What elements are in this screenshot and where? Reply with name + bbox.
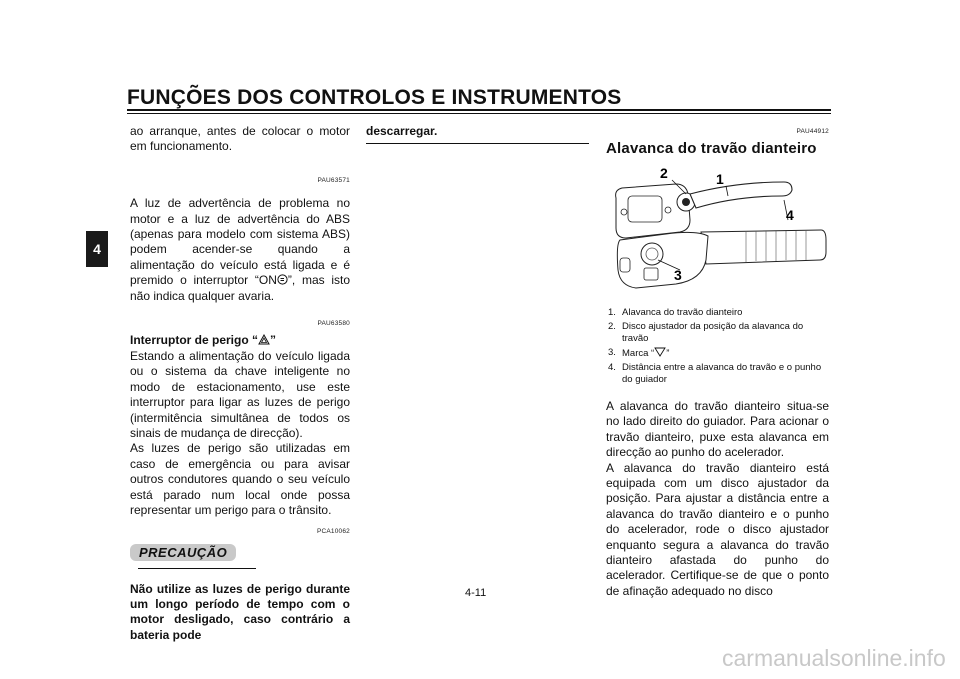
legend-item: 1. Alavanca do travão dianteiro <box>608 307 743 318</box>
ref-code: PAU63571 <box>317 176 350 184</box>
caution-rule <box>138 568 256 569</box>
brake-lever-figure <box>606 160 829 295</box>
caution-header <box>130 544 350 577</box>
caution-end-rule <box>366 143 589 144</box>
header-rule-thin <box>127 113 831 114</box>
col3-para2: A alavanca do travão dianteiro está equipada com um disco ajustador da posição. Para ajustar a distância entre a alavanca do travão dianteiro e o punho do acelerador, rode o disco ajustador enquanto segura a alavanca do travão dianteiro afastada do punho do acelerador. Certifique-se de que o ponto de afinação adequado no disco <box>606 460 829 598</box>
triangle-mark-icon <box>654 347 666 357</box>
ref-code: PAU63580 <box>317 320 350 328</box>
start-stop-icon <box>277 274 288 285</box>
watermark: carmanualsonline.info <box>722 645 946 671</box>
col1-para1: ao arranque, antes de colocar o motor em funcionamento. <box>130 124 350 154</box>
column-2 <box>366 124 589 144</box>
figure-label-3: 3 <box>674 267 682 283</box>
figure-label-4: 4 <box>786 207 794 223</box>
chapter-tab: 4 <box>86 231 108 267</box>
column-1 <box>130 124 350 643</box>
legend-item: 4. Distância entre a alavanca do travão e o punho do guiador <box>608 362 822 385</box>
ref-code: PCA10062 <box>316 528 350 536</box>
header-rule <box>127 109 831 111</box>
hazard-heading: Interruptor de perigo “ ” <box>130 333 277 348</box>
section-title: Alavanca do travão dianteiro <box>606 140 817 158</box>
figure-legend <box>608 307 828 388</box>
col3-para1: A alavanca do travão dianteiro situa-se no lado direito do guiador. Para acionar o travão dianteiro, puxe esta alavanca em direcção ao punho do acelerador. <box>606 399 829 460</box>
figure-label-1: 1 <box>716 171 724 187</box>
legend-item: 2. Disco ajustador da posição da alavanca do travão <box>608 321 804 344</box>
column-3 <box>606 124 829 161</box>
column-3-body <box>606 399 829 599</box>
hazard-warning-icon <box>258 334 270 345</box>
col1-para2: A luz de advertência de problema no motor e a luz de advertência do ABS (apenas para modelo com sistema ABS) podem acender-se quando a alimentação do veículo está ligada e é premido o interruptor “ON ”, mas isto não indica qualquer avaria. <box>130 196 351 303</box>
page-number: 4-11 <box>465 587 487 599</box>
page-title: FUNÇÕES DOS CONTROLOS E INSTRUMENTOS <box>127 86 622 109</box>
col2-continuation: descarregar. <box>366 124 438 138</box>
figure-label-2: 2 <box>660 165 668 181</box>
col1-para3: Estando a alimentação do veículo ligada ou o sistema da chave inteligente no modo de estacionamento, use este interruptor para ligar as luzes de perigo (intermitência simultânea de todos os sinais de mudança de direcção). <box>130 348 350 440</box>
col1-para4: As luzes de perigo são utilizadas em caso de emergência ou para avisar outros condutores quando o seu veículo está parado num local onde possa representar um perigo para o trânsito. <box>130 441 350 517</box>
ref-code: PAU44912 <box>796 128 829 135</box>
caution-badge: PRECAUÇÃO <box>130 544 236 561</box>
legend-item: 3. Marca “ ” <box>608 347 670 359</box>
caution-text: Não utilize as luzes de perigo durante um longo período de tempo com o motor desligado, caso contrário a bateria pode <box>130 581 350 642</box>
